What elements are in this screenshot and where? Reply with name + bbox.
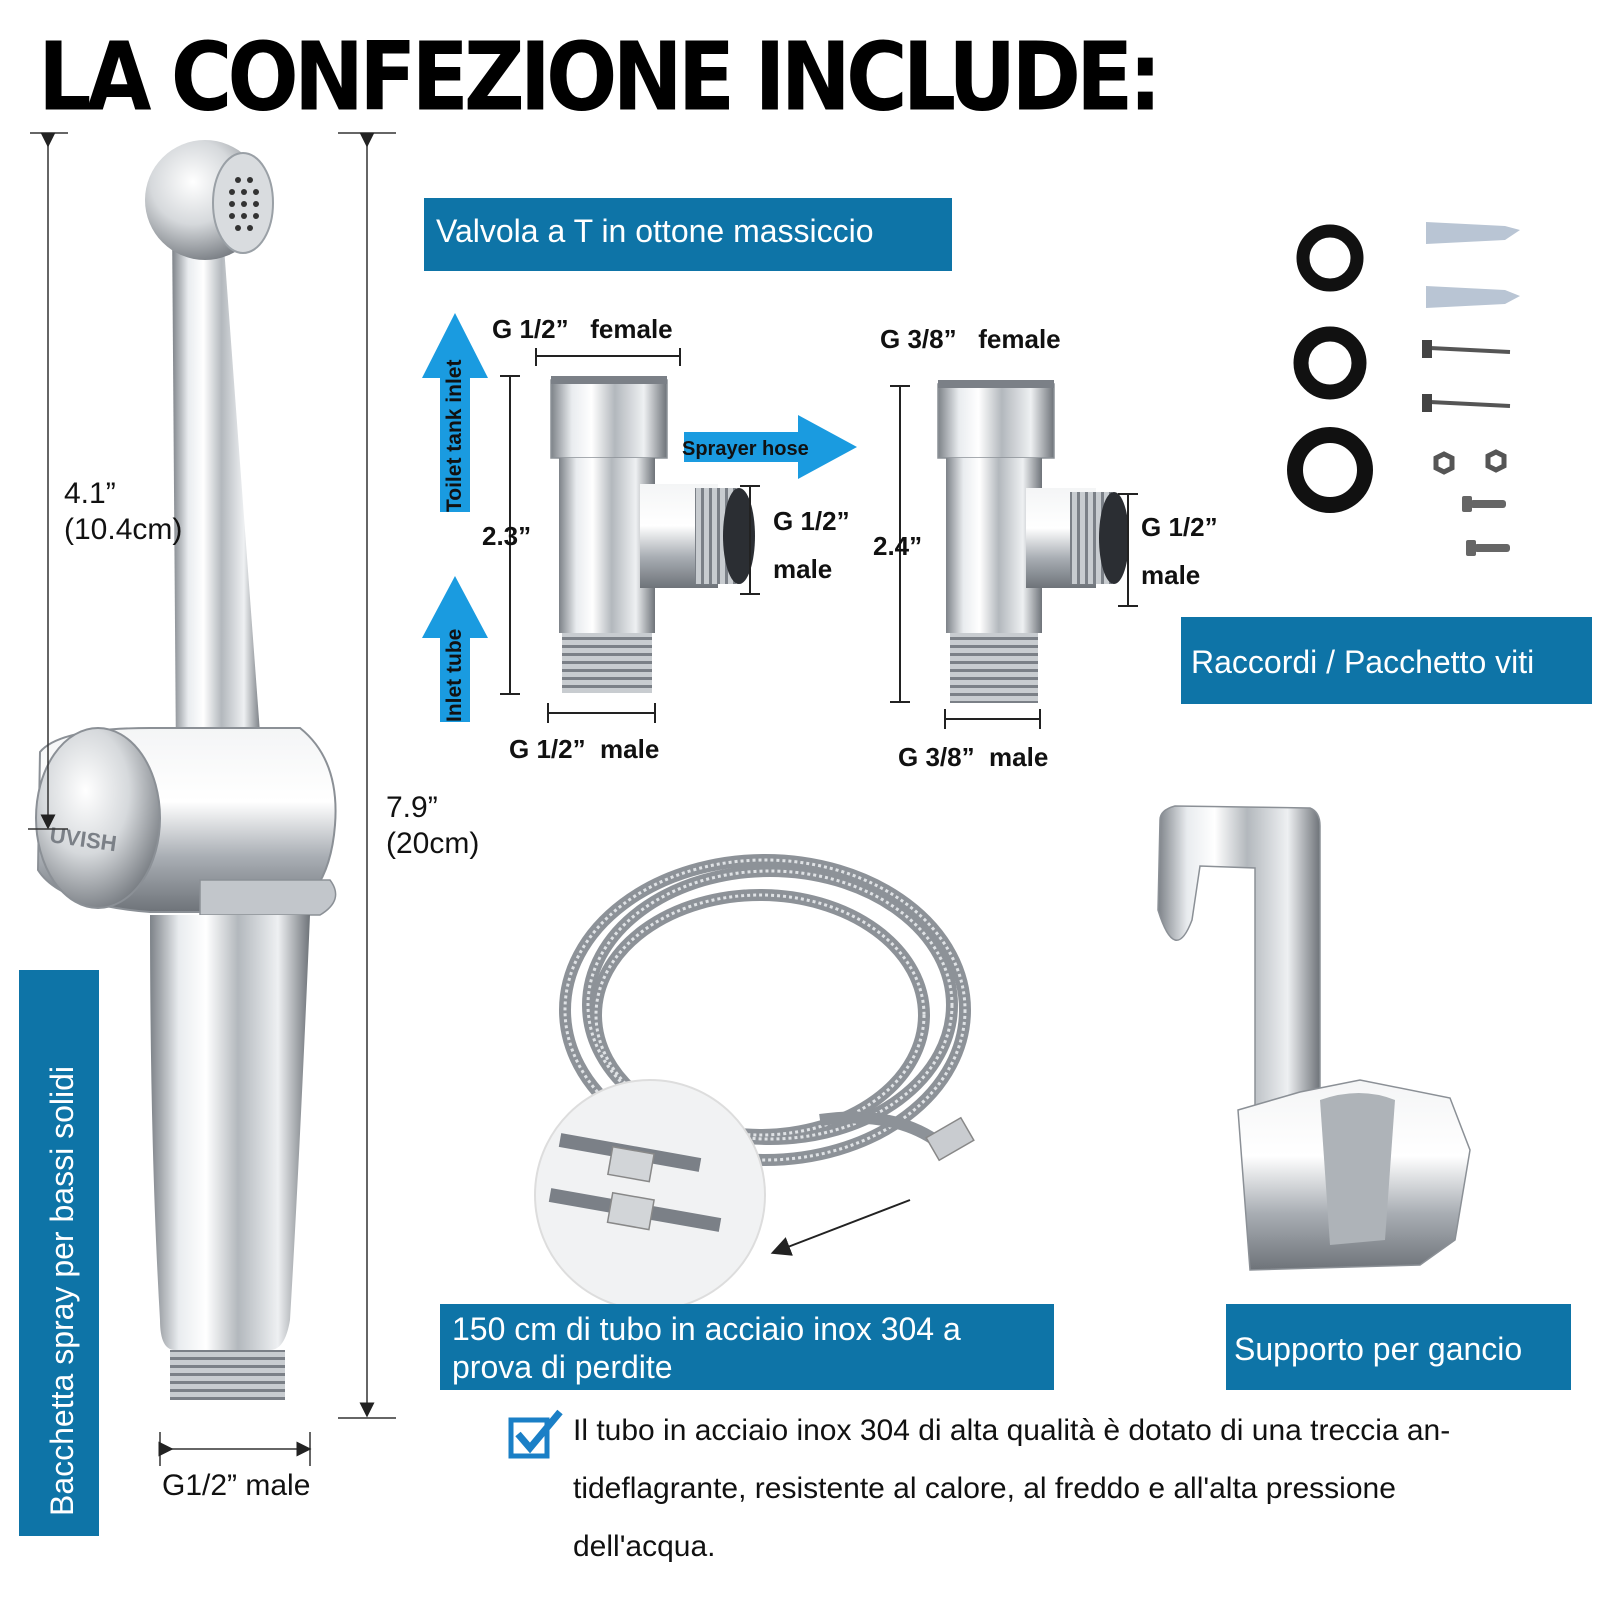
- tvalve-illustration-1: [551, 376, 755, 693]
- valve2-bottom-spec: G 3/8” male: [898, 742, 1049, 772]
- tvalve-label: Valvola a T in ottone massiccio: [436, 213, 874, 249]
- sprayer-head-length-cm: (10.4cm): [64, 513, 183, 546]
- sprayer-brand-mark: UVISH: [48, 822, 119, 857]
- valve1-height: 2.3”: [482, 521, 532, 551]
- valve2-side-spec-2: male: [1141, 560, 1201, 590]
- hose-label-box: [440, 1304, 1054, 1390]
- page-title: LA CONFEZIONE INCLUDE:: [38, 22, 1158, 132]
- fittings-label: Raccordi / Pacchetto viti: [1191, 644, 1535, 680]
- valve2-top-spec: G 3/8” female: [880, 324, 1061, 354]
- fittings-illustration: [1295, 222, 1520, 556]
- tvalve-label-box: [424, 198, 952, 271]
- sprayer-label-box: [19, 970, 99, 1536]
- inlet-arrow-bottom-label: Inlet tube: [443, 628, 466, 722]
- tvalve-illustration-2: [938, 380, 1129, 703]
- holder-illustration: [1158, 806, 1470, 1270]
- note-line-2: tideflagrante, resistente al calore, al freddo e all'alta pressione: [573, 1472, 1396, 1505]
- holder-label: Supporto per gancio: [1234, 1331, 1523, 1367]
- sprayer-head-length: 4.1”: [64, 477, 116, 510]
- valve2-height: 2.4”: [873, 531, 923, 561]
- checkbox-icon: [511, 1412, 560, 1456]
- fittings-label-box: [1181, 617, 1592, 704]
- inlet-arrow-top-label: Toilet tank inlet: [443, 359, 466, 512]
- sprayer-label: Bacchetta spray per bassi solidi: [44, 1066, 80, 1516]
- holder-label-box: [1226, 1304, 1571, 1390]
- sprayer-thread-size: G1/2” male: [162, 1469, 311, 1502]
- valve2-side-spec-1: G 1/2”: [1141, 512, 1218, 542]
- hose-label-line-1: 150 cm di tubo in acciaio inox 304 a: [452, 1311, 961, 1347]
- sprayer-total-length-cm: (20cm): [386, 827, 480, 860]
- valve1-side-spec-2: male: [773, 554, 833, 584]
- sprayer-hose-arrow-label: Sprayer hose: [682, 438, 809, 460]
- valve1-top-spec: G 1/2” female: [492, 314, 673, 344]
- note-line-1: Il tubo in acciaio inox 304 di alta qualità è dotato di una treccia an-: [573, 1414, 1451, 1447]
- valve1-side-spec-1: G 1/2”: [773, 506, 850, 536]
- valve1-bottom-spec: G 1/2” male: [509, 734, 660, 764]
- note-line-3: dell'acqua.: [573, 1530, 716, 1563]
- hose-illustration: [535, 860, 974, 1310]
- sprayer-total-length: 7.9”: [386, 791, 438, 824]
- hose-label-line-2: prova di perdite: [452, 1349, 673, 1385]
